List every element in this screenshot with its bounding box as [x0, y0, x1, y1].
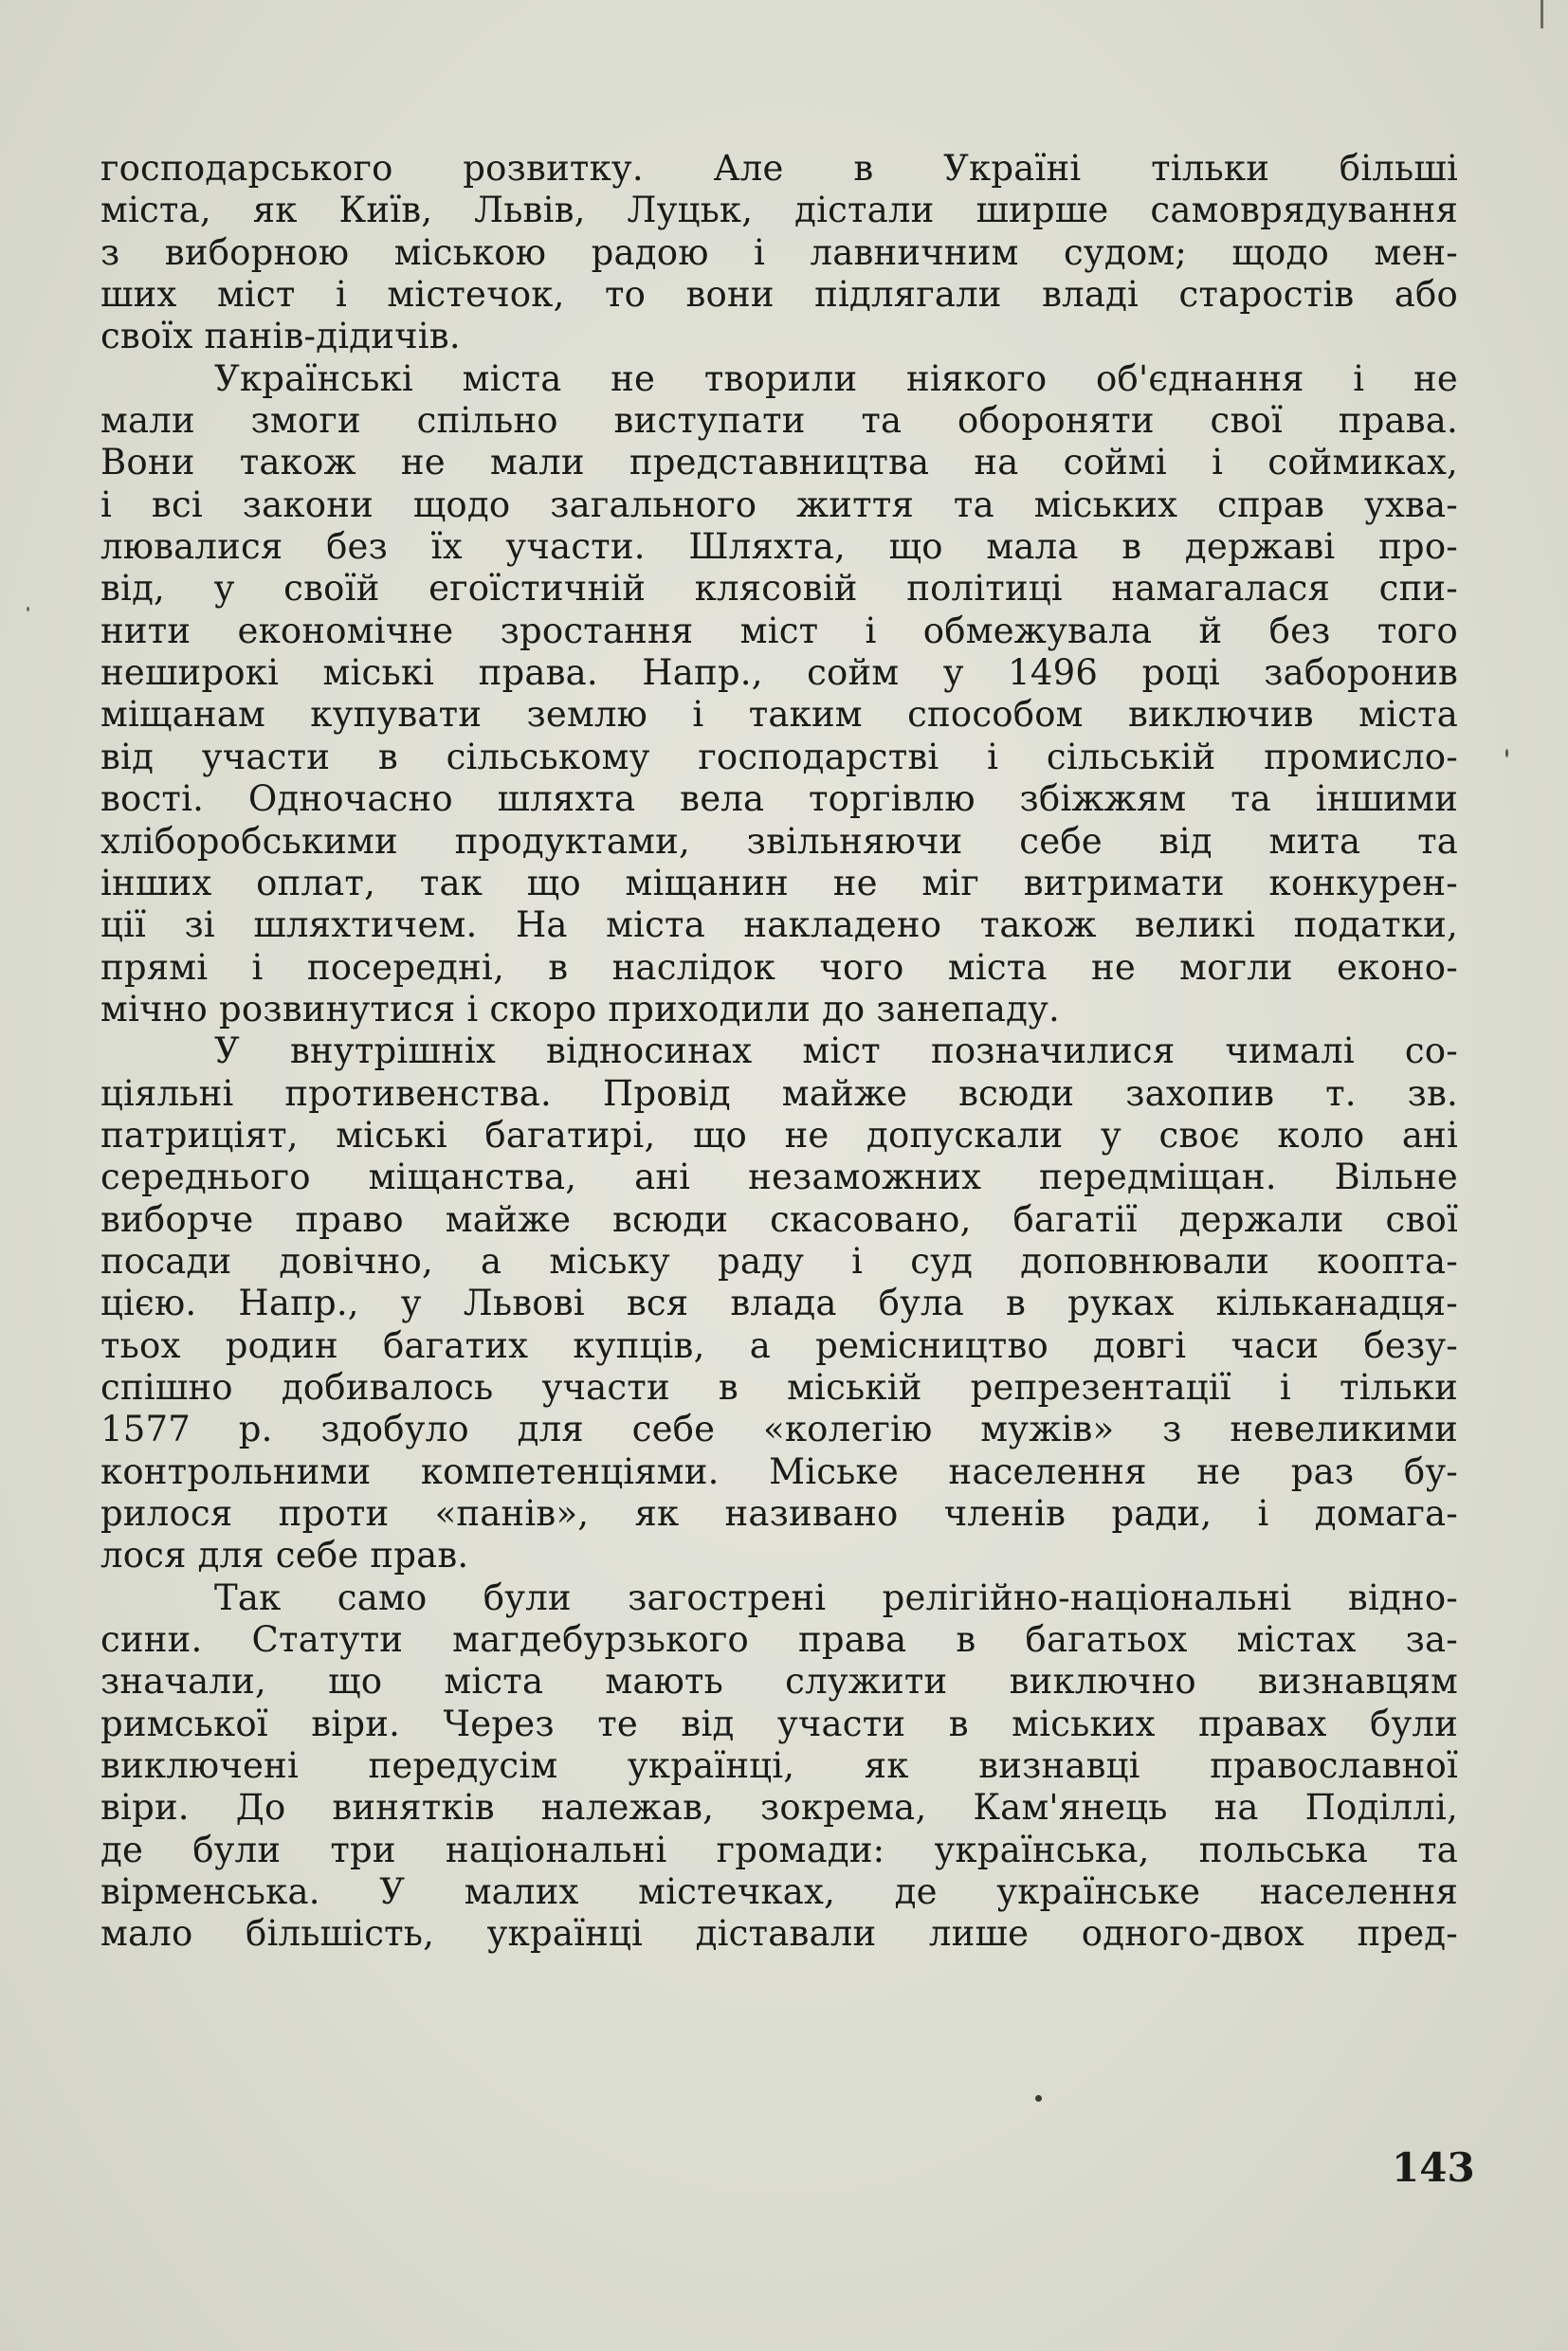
text-line: римської віри. Через те від участи в міських правах були: [100, 1703, 1458, 1744]
text-line: господарського розвитку. Але в Україні тільки більші: [100, 148, 1458, 189]
text-line: з виборною міською радою і лавничним судом; щодо мен-: [100, 231, 1458, 273]
text-line: спішно добивалось участи в міській репрезентації і тільки: [100, 1366, 1458, 1408]
text-line: ціяльні противенства. Провід майже всюди захопив т. зв.: [100, 1072, 1458, 1114]
text-line: де були три національні громади: українська, польська та: [100, 1829, 1458, 1870]
text-line: лося для себе прав.: [100, 1535, 469, 1576]
paper-speck: [1035, 2095, 1042, 2102]
text-line: рилося проти «панів», як називано членів ради, і домага-: [100, 1493, 1458, 1534]
paper-speck: [27, 607, 29, 611]
text-line: мали змоги спільно виступати та обороняти свої права.: [100, 400, 1458, 442]
text-line: віри. До винятків належав, зокрема, Кам'янець на Поділлі,: [100, 1787, 1458, 1829]
text-line: цією. Напр., у Львові вся влада була в руках кільканадця-: [100, 1283, 1458, 1324]
text-line: неширокі міські права. Напр., сойм у 1496 році заборонив: [100, 652, 1458, 694]
text-line: вості. Одночасно шляхта вела торгівлю збіжжям та іншими: [100, 778, 1458, 820]
text-line: нити економічне зростання міст і обмежувала й без того: [100, 610, 1458, 651]
body-text: [100, 148, 1458, 1956]
text-line: У внутрішніх відносинах міст позначилися чималі со-: [214, 1030, 1458, 1072]
text-line: патриціят, міські багатирі, що не допускали у своє коло ані: [100, 1114, 1458, 1156]
text-line: і всі закони щодо загального життя та міських справ ухва-: [100, 483, 1458, 525]
text-line: виключені передусім українці, як визнавці православної: [100, 1745, 1458, 1787]
text-line: прямі і посередні, в наслідок чого міста не могли еконо-: [100, 946, 1458, 988]
text-line: тьох родин багатих купців, а ремісництво довгі часи безу-: [100, 1324, 1458, 1366]
text-line: посади довічно, а міську раду і суд доповнювали коопта-: [100, 1240, 1458, 1282]
text-line: Так само були загострені релігійно-національні відно-: [214, 1576, 1458, 1618]
text-line: Вони також не мали представництва на соймі і соймиках,: [100, 442, 1458, 483]
text-line: мічно розвинутися і скоро приходили до занепаду.: [100, 988, 1060, 1030]
text-line: від, у своїй егоїстичній клясовій політиці намагалася спи-: [100, 568, 1458, 610]
text-line: міщанам купувати землю і таким способом виключив міста: [100, 694, 1458, 736]
text-line: ших міст і містечок, то вони підлягали владі старостів або: [100, 274, 1458, 316]
text-line: сини. Статути магдебурзького права в багатьох містах за-: [100, 1619, 1458, 1661]
scan-edge-mark: [1541, 0, 1543, 28]
text-line: виборче право майже всюди скасовано, багатії держали свої: [100, 1198, 1458, 1240]
text-line: лювалися без їх участи. Шляхта, що мала в державі про-: [100, 526, 1458, 568]
text-line: Українські міста не творили ніякого об'єднання і не: [214, 357, 1458, 399]
text-line: значали, що міста мають служити виключно визнавцям: [100, 1661, 1458, 1703]
text-line: ції зі шляхтичем. На міста накладено також великі податки,: [100, 904, 1458, 946]
text-line: хліборобськими продуктами, звільняючи себе від мита та: [100, 820, 1458, 862]
text-line: контрольними компетенціями. Міське населення не раз бу-: [100, 1450, 1458, 1492]
text-line: від участи в сільському господарстві і сільській промисло-: [100, 736, 1458, 777]
text-line: мало більшість, українці діставали лише одного-двох пред-: [100, 1913, 1458, 1955]
text-line: вірменська. У малих містечках, де українське населення: [100, 1871, 1458, 1913]
page-number: 143: [1392, 2144, 1475, 2191]
text-line: інших оплат, так що міщанин не міг витримати конкурен-: [100, 862, 1458, 903]
text-line: середнього міщанства, ані незаможних передміщан. Вільне: [100, 1157, 1458, 1198]
text-line: своїх панів-дідичів.: [100, 316, 461, 357]
text-line: 1577 р. здобуло для себе «колегію мужів» з невеликими: [100, 1409, 1458, 1450]
text-line: міста, як Київ, Львів, Луцьк, дістали ширше самоврядування: [100, 190, 1458, 231]
paper-speck: [1505, 749, 1508, 757]
